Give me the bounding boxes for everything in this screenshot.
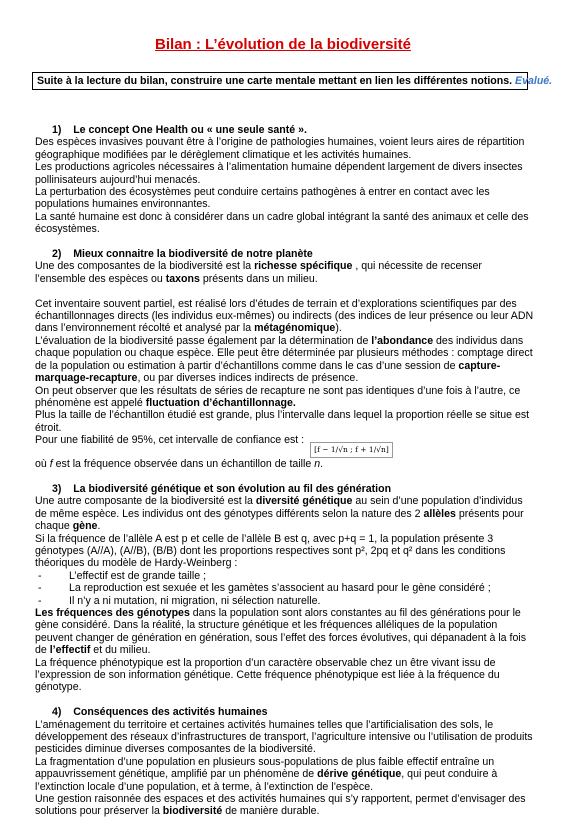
section-3-paragraph: Si la fréquence de l’allèle A est p et celle de l’allèle B est q, avec p+q = 1, la population présente 3 génotypes (A//A), (A//B), (B/B) dont les proportions respectives sont p², 2pq et q² dans les conditions théoriques du modèle de Hardy-Weinberg : [35,532,506,570]
section-3-paragraph: Une autre composante de la biodiversité est la diversité génétique au sein d’une population d’individus de même espèce. Les individus ont des génotypes différents selon la nature des 2 allèles présents pour chaque gène. [35,495,524,533]
section-2-paragraph: On peut observer que les résultats de séries de recapture ne sont pas identiques d’une fois à l’autre, ce phénomène est appelé fluctuation d’échantillonnage. [35,384,521,409]
list-item: - Il n’y a ni mutation, ni migration, ni sélection naturelle. [35,595,535,607]
section-2-paragraph: Cet inventaire souvent partiel, est réalisé lors d’études de terrain et d’explorations scientifiques par des échantillonnages directs (les individus eux-mêmes) ou indirects (des indices de leur présence ou leur ADN dans l’environnement récolté et analysé par la métagénomique). [35,297,534,335]
section-1-paragraph: Des espèces invasives pouvant être à l’origine de pathologies humaines, voient leurs aires de répartition géographique modifiées par le dérèglement climatique et les activités humaines. [35,136,525,161]
section-1-paragraph: La perturbation des écosystèmes peut conduire certains pathogènes à entrer en contact avec les populations humaines environnantes. [35,186,490,211]
section-2-paragraph: L’évaluation de la biodiversité passe également par la détermination de l’abondance des individus dans chaque population ou chaque espèce. Elle peut être déterminée par plusieurs méthodes : comptage direct de la population ou estimation à partir d’échantillons comme dans le cas d’une session de capture-marquage-recapture, ou par diverses indices indirects de présence. [35,334,533,385]
list-item: - La reproduction est sexuée et les gamètes s’associent au hasard pour le gène considéré ; [35,582,535,594]
section-1-heading: 1) Le concept One Health ou « une seule santé ». [52,124,307,136]
section-2-paragraph: Plus la taille de l’échantillon étudié est grande, plus l’intervalle dans lequel la proportion réelle se situe est étroit. [35,409,530,434]
section-2-heading: 2) Mieux connaitre la biodiversité de notre planète [52,248,313,261]
instruction-box [32,72,553,90]
section-4-paragraph: L’aménagement du territoire et certaines activités humaines telles que l’artificialisation des sols, le développement des réseaux d’infrastructures de transport, l’agriculture intensive ou l’utilisation de produits pesticides diminue diverses composantes de la biodiversité. [35,718,533,756]
list-item: - L’effectif est de grande taille ; [35,570,535,582]
section-2-paragraph: Une des composantes de la biodiversité est la richesse spécifique , qui nécessite de recenser l’ensemble des espèces ou taxons présents dans un milieu. [35,260,482,285]
instruction-text: Suite à la lecture du bilan, construire une carte mentale mettant en lien les différentes notions. [37,75,513,87]
section-4-paragraph: Une gestion raisonnée des espaces et des activités humaines qui s’y rapportent, permet d’envisager des solutions pour préserver la biodiversité de manière durable. [35,793,526,818]
section-1-paragraph: Les productions agricoles nécessaires à l’alimentation humaine dépendent largement de divers insectes pollinisateurs aujourd’hui menacés. [35,161,523,186]
section-4-paragraph: La fragmentation d’une population en plusieurs sous-populations de plus faible effectif entraîne un appauvrissement génétique, amplifié par un phénomène de dérive génétique, qui peut conduire à l’extinction locale d’une population, et à terme, à l’extinction de l’espèce. [35,755,498,793]
confidence-interval-formula: [f − 1/√n ; f + 1/√n] [310,442,393,458]
section-2-paragraph: Pour une fiabilité de 95%, cet intervalle de confiance est :[f − 1/√n ; f + 1/√n] [35,434,535,458]
section-2-paragraph: où f est la fréquence observée dans un échantillon de taille n. [35,458,324,471]
section-3-heading: 3) La biodiversité génétique et son évolution au fil des génération [52,482,392,495]
evaluated-tag: Evalué. [515,75,553,87]
section-4-heading: 4) Conséquences des activités humaines [52,706,268,719]
section-3-paragraph: Les fréquences des génotypes dans la population sont alors constantes au fil des générations pour le gène considéré. Dans la réalité, la structure génétique et les fréquences alléliques de la population peuvent changer de génération en génération, sous l’effet des forces évolutives, qui dépanadent à la fois de l’effectif et du milieu. [35,606,526,657]
page-title: Bilan : L’évolution de la biodiversité [155,36,411,53]
document-body [35,124,535,818]
section-3-paragraph: La fréquence phénotypique est la proportion d’un caractère observable chez un être vivant issu de l’expression de son information génétique. Cette fréquence phénotypique est liée à la fréquence du génotype. [35,656,500,694]
section-1-paragraph: La santé humaine est donc à considérer dans un cadre global intégrant la santé des animaux et celle des écosystèmes. [35,210,529,236]
hardy-weinberg-conditions [35,570,535,607]
